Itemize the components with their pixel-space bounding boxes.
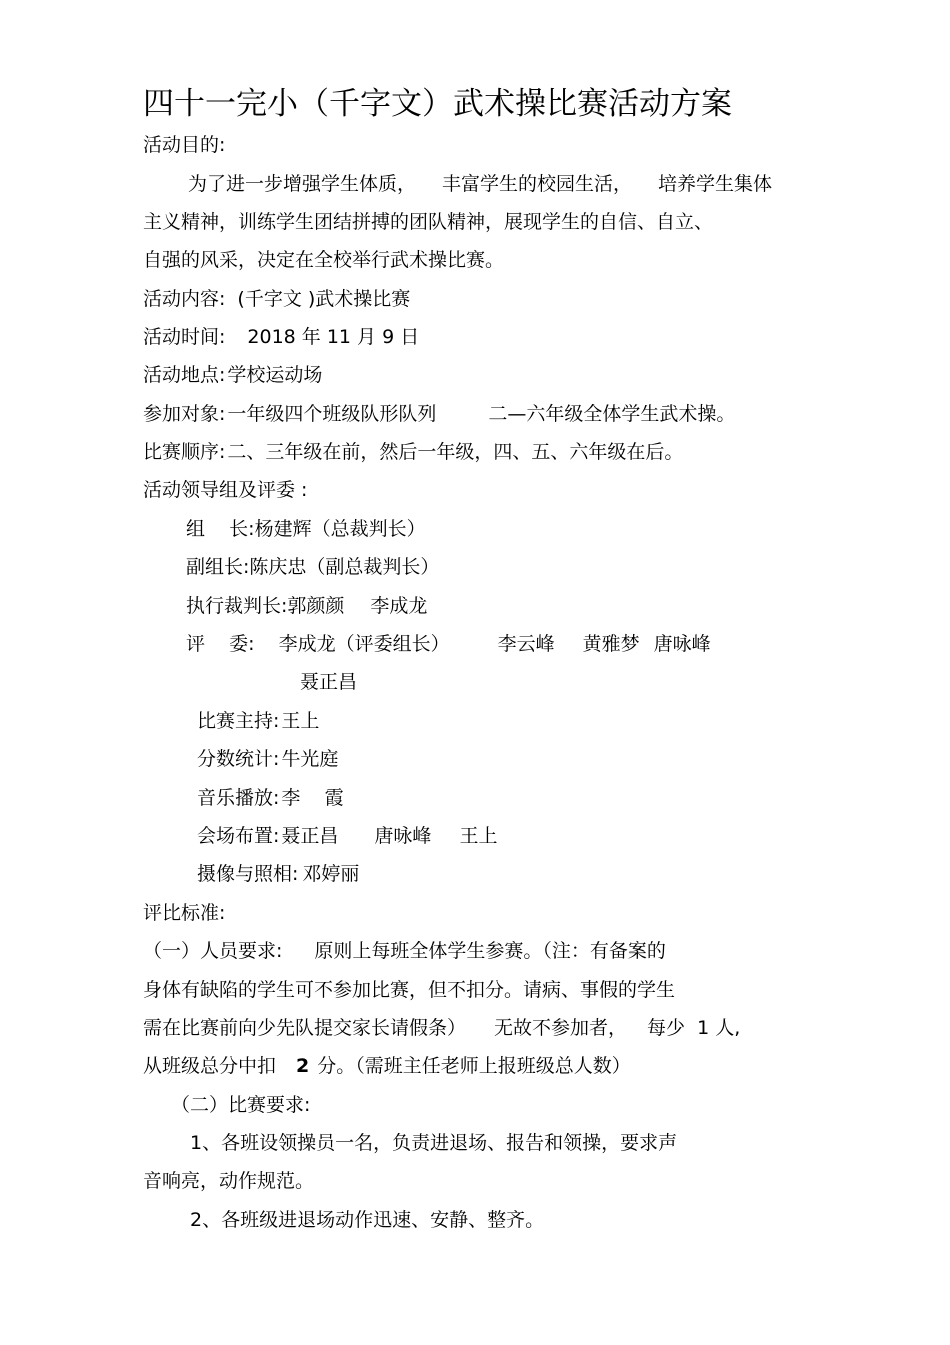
criteria-1-l4c: 分。（需班主任老师上报班级总人数） <box>317 1055 631 1077</box>
place-value: 学校运动场 <box>227 364 323 386</box>
scoring-value: 牛光庭 <box>281 748 339 770</box>
purpose-line-1c: 培养学生集体 <box>658 173 773 195</box>
criteria-1-line-1 <box>143 938 666 964</box>
music-row <box>197 785 344 811</box>
leader-label: 组 长: <box>186 518 255 540</box>
leader-value: 杨建辉（总裁判长） <box>254 518 426 540</box>
host-value: 王上 <box>281 710 320 732</box>
participants-row <box>143 401 735 427</box>
criteria-1-heading: （一）人员要求: <box>143 940 283 962</box>
criteria-1-l4a: 从班级总分中扣 <box>143 1055 277 1077</box>
criteria-1-line-2: 身体有缺陷的学生可不参加比赛，但不扣分。请病、事假的学生 <box>143 979 676 1001</box>
host-row <box>197 708 319 734</box>
time-value: 2018 年 11 月 9 日 <box>247 326 420 348</box>
venue-label: 会场布置: <box>197 825 280 847</box>
chief-referee-value-b: 李成龙 <box>370 595 428 617</box>
criteria-label: 评比标准: <box>143 902 226 924</box>
photo-label: 摄像与照相: <box>197 863 299 885</box>
criteria-1-l3b: 无故不参加者， <box>494 1017 628 1039</box>
order-value: 二、三年级在前，然后一年级，四、五、六年级在后。 <box>227 441 684 463</box>
purpose-label: 活动目的: <box>143 134 226 156</box>
vice-leader-label: 副组长: <box>186 556 250 578</box>
judges-line-2: 聂正昌 <box>300 671 358 693</box>
criteria-1-l3a: 需在比赛前向少先队提交家长请假条） <box>143 1017 467 1039</box>
judge-3: 黄雅梦 <box>582 633 640 655</box>
purpose-line-1a: 为了进一步增强学生体质， <box>188 173 417 195</box>
order-label: 比赛顺序: <box>143 441 226 463</box>
participants-value-b: 二—六年级全体学生武术操。 <box>488 403 736 425</box>
music-value: 李 霞 <box>281 787 344 809</box>
leadership-label: 活动领导组及评委 : <box>143 479 308 501</box>
criteria-2-r1a: 1、各班设领操员一名，负责进退场、报告和领操，要求声 <box>190 1132 678 1154</box>
vice-leader-value: 陈庆忠（副总裁判长） <box>249 556 440 578</box>
leader-row <box>186 516 426 542</box>
content-row <box>143 286 410 312</box>
photo-row <box>197 861 359 887</box>
place-row <box>143 362 322 388</box>
criteria-1-line-4 <box>143 1053 631 1079</box>
time-row <box>143 324 419 350</box>
criteria-1-l3c: 每少 1 人, <box>647 1017 741 1039</box>
scoring-label: 分数统计: <box>197 748 280 770</box>
participants-value-a: 一年级四个班级队形队列 <box>227 403 437 425</box>
content-label: 活动内容: <box>143 288 226 310</box>
purpose-line-1 <box>188 171 772 197</box>
time-label: 活动时间: <box>143 326 226 348</box>
purpose-line-1b: 丰富学生的校园生活， <box>442 173 633 195</box>
judge-1: 李成龙（评委组长） <box>278 633 450 655</box>
criteria-1-l1: 原则上每班全体学生参赛。（注：有备案的 <box>314 940 666 962</box>
judges-label: 评 委: <box>186 633 255 655</box>
criteria-2-heading: （二）比赛要求: <box>171 1094 311 1116</box>
music-label: 音乐播放: <box>197 787 280 809</box>
scoring-row <box>197 746 338 772</box>
judge-2: 李云峰 <box>497 633 555 655</box>
chief-referee-value-a: 郭颜颜 <box>287 595 345 617</box>
chief-referee-label: 执行裁判长: <box>186 595 288 617</box>
purpose-line-2: 主义精神，训练学生团结拼搏的团队精神，展现学生的自信、自立、 <box>143 211 714 233</box>
place-label: 活动地点: <box>143 364 226 386</box>
venue-name-2: 唐咏峰 <box>374 825 432 847</box>
judges-row <box>186 631 711 657</box>
criteria-1-line-3 <box>143 1015 740 1041</box>
judge-4: 唐咏峰 <box>653 633 711 655</box>
document-title: 四十一完小（千字文）武术操比赛活动方案 <box>143 86 732 122</box>
criteria-2-r2: 2、各班级进退场动作迅速、安静、整齐。 <box>190 1209 545 1231</box>
venue-name-3: 王上 <box>459 825 498 847</box>
order-row <box>143 439 683 465</box>
vice-leader-row <box>186 554 439 580</box>
venue-row <box>197 823 497 849</box>
photo-value: 邓婷丽 <box>302 863 360 885</box>
chief-referee-row <box>186 593 427 619</box>
host-label: 比赛主持: <box>197 710 280 732</box>
content-value: (千字文 )武术操比赛 <box>237 288 411 310</box>
venue-name-1: 聂正昌 <box>281 825 339 847</box>
criteria-1-l4b: 2 <box>296 1055 310 1077</box>
purpose-line-3: 自强的风采，决定在全校举行武术操比赛。 <box>143 249 505 271</box>
criteria-2-r1b: 音响亮，动作规范。 <box>143 1170 315 1192</box>
participants-label: 参加对象: <box>143 403 226 425</box>
